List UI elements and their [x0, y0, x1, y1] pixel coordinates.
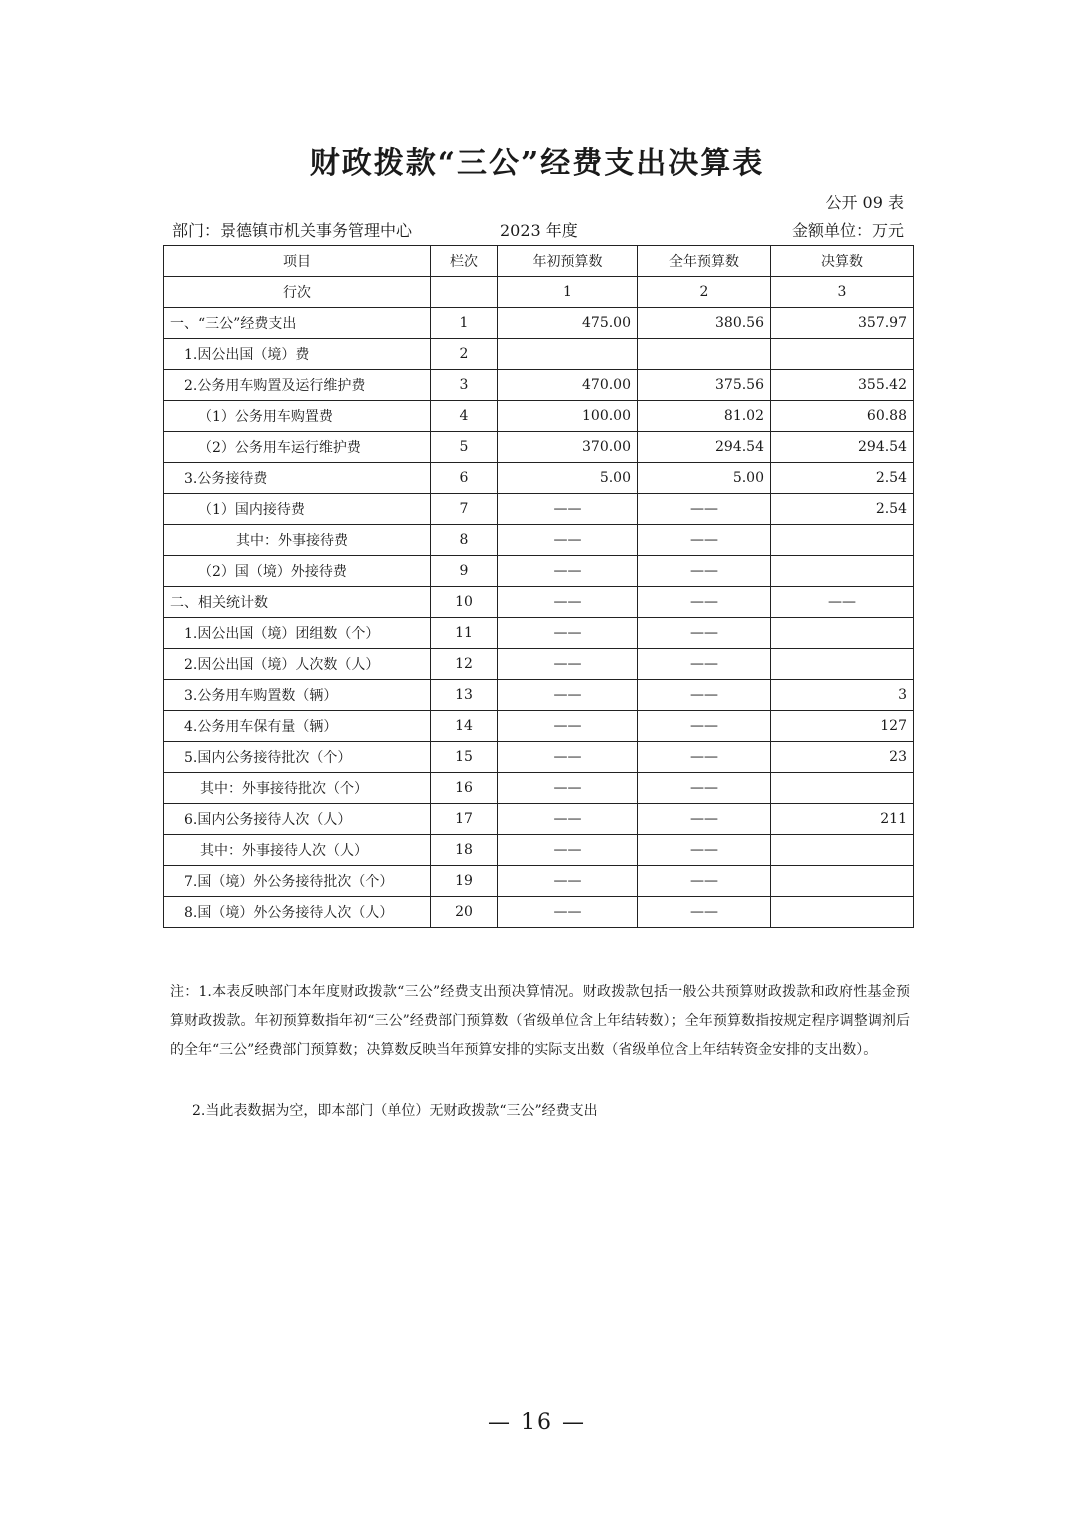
row-item-cell: 其中：外事接待费: [164, 525, 431, 556]
initial-budget-cell: 100.00: [498, 401, 638, 432]
row-item-cell: 6.国内公务接待人次（人）: [164, 804, 431, 835]
row-item-cell: 1.因公出国（境）费: [164, 339, 431, 370]
full-year-budget-cell: ——: [638, 773, 771, 804]
table-row: [164, 525, 914, 556]
page-title: 财政拨款“三公”经费支出决算表: [309, 146, 765, 181]
department-label: 部门：景德镇市机关事务管理中心: [172, 221, 413, 240]
final-account-cell: [771, 773, 914, 804]
table-row: [164, 804, 914, 835]
row-item-cell: 4.公务用车保有量（辆）: [164, 711, 431, 742]
row-number-cell: 10: [431, 587, 498, 618]
row-number-cell: 9: [431, 556, 498, 587]
row-number-cell: 4: [431, 401, 498, 432]
initial-budget-cell: 5.00: [498, 463, 638, 494]
row-item-cell: 3.公务接待费: [164, 463, 431, 494]
row-number-cell: 8: [431, 525, 498, 556]
initial-budget-cell: ——: [498, 680, 638, 711]
row-number-cell: 18: [431, 835, 498, 866]
row-number-cell: 12: [431, 649, 498, 680]
initial-budget-cell: ——: [498, 742, 638, 773]
row-item-cell: 5.国内公务接待批次（个）: [164, 742, 431, 773]
full-year-budget-cell: ——: [638, 711, 771, 742]
full-year-budget-cell: 380.56: [638, 308, 771, 339]
initial-budget-cell: 470.00: [498, 370, 638, 401]
row-item-cell: 1.因公出国（境）团组数（个）: [164, 618, 431, 649]
subheader-cell: 行次: [164, 277, 431, 308]
row-item-cell: 2.因公出国（境）人次数（人）: [164, 649, 431, 680]
full-year-budget-cell: 375.56: [638, 370, 771, 401]
row-number-cell: 13: [431, 680, 498, 711]
initial-budget-cell: ——: [498, 897, 638, 928]
table-subheader-row: [164, 277, 914, 308]
row-item-cell: 2.公务用车购置及运行维护费: [164, 370, 431, 401]
header-cell: 年初预算数: [498, 246, 638, 277]
final-account-cell: [771, 339, 914, 370]
row-item-cell: 二、相关统计数: [164, 587, 431, 618]
row-item-cell: 7.国（境）外公务接待批次（个）: [164, 866, 431, 897]
header-cell: 栏次: [431, 246, 498, 277]
table-note-1: 注：1.本表反映部门本年度财政拨款“三公”经费支出预决算情况。财政拨款包括一般公共预算财政拨款和政府性基金预算财政拨款。年初预算数指年初“三公”经费部门预算数（省级单位含上年结转数）；全年预算数指按规定程序调整调剂后的全年“三公”经费部门预算数；决算数反映当年预算安排的实际支出数（省级单位含上年结转资金安排的支出数）。: [170, 984, 910, 1058]
initial-budget-cell: 475.00: [498, 308, 638, 339]
row-item-cell: 3.公务用车购置数（辆）: [164, 680, 431, 711]
final-account-cell: [771, 835, 914, 866]
row-item-cell: 其中：外事接待人次（人）: [164, 835, 431, 866]
initial-budget-cell: ——: [498, 773, 638, 804]
header-cell: 项目: [164, 246, 431, 277]
full-year-budget-cell: ——: [638, 804, 771, 835]
initial-budget-cell: ——: [498, 587, 638, 618]
table-header-row: [164, 246, 914, 277]
row-number-cell: 5: [431, 432, 498, 463]
row-item-cell: 其中：外事接待批次（个）: [164, 773, 431, 804]
row-number-cell: 2: [431, 339, 498, 370]
table-row: [164, 897, 914, 928]
full-year-budget-cell: ——: [638, 618, 771, 649]
table-row: [164, 773, 914, 804]
table-row: [164, 463, 914, 494]
initial-budget-cell: ——: [498, 804, 638, 835]
table-row: [164, 866, 914, 897]
full-year-budget-cell: ——: [638, 866, 771, 897]
row-number-cell: 19: [431, 866, 498, 897]
page-number: — 16 —: [488, 1410, 586, 1435]
row-number-cell: 3: [431, 370, 498, 401]
initial-budget-cell: [498, 339, 638, 370]
final-account-cell: 60.88: [771, 401, 914, 432]
table-row: [164, 680, 914, 711]
table-row: [164, 587, 914, 618]
full-year-budget-cell: ——: [638, 587, 771, 618]
initial-budget-cell: 370.00: [498, 432, 638, 463]
full-year-budget-cell: ——: [638, 897, 771, 928]
table-row: [164, 339, 914, 370]
initial-budget-cell: ——: [498, 711, 638, 742]
row-item-cell: （2）国（境）外接待费: [164, 556, 431, 587]
final-account-cell: 355.42: [771, 370, 914, 401]
initial-budget-cell: ——: [498, 835, 638, 866]
row-number-cell: 17: [431, 804, 498, 835]
row-item-cell: （1）国内接待费: [164, 494, 431, 525]
row-number-cell: 14: [431, 711, 498, 742]
full-year-budget-cell: 5.00: [638, 463, 771, 494]
initial-budget-cell: ——: [498, 556, 638, 587]
unit-label: 金额单位：万元: [791, 221, 904, 240]
initial-budget-cell: ——: [498, 866, 638, 897]
full-year-budget-cell: 294.54: [638, 432, 771, 463]
full-year-budget-cell: ——: [638, 742, 771, 773]
year-label: 2023 年度: [500, 221, 578, 240]
full-year-budget-cell: ——: [638, 649, 771, 680]
full-year-budget-cell: [638, 339, 771, 370]
initial-budget-cell: ——: [498, 618, 638, 649]
table-row: [164, 711, 914, 742]
final-account-cell: 2.54: [771, 463, 914, 494]
initial-budget-cell: ——: [498, 494, 638, 525]
subheader-cell: [431, 277, 498, 308]
full-year-budget-cell: ——: [638, 680, 771, 711]
final-account-cell: [771, 556, 914, 587]
initial-budget-cell: ——: [498, 525, 638, 556]
header-cell: 全年预算数: [638, 246, 771, 277]
row-item-cell: 8.国（境）外公务接待人次（人）: [164, 897, 431, 928]
subheader-cell: 2: [638, 277, 771, 308]
form-code: 公开 09 表: [825, 193, 904, 212]
row-item-cell: 一、“三公”经费支出: [164, 308, 431, 339]
row-number-cell: 20: [431, 897, 498, 928]
row-number-cell: 7: [431, 494, 498, 525]
final-account-cell: [771, 618, 914, 649]
final-account-cell: 357.97: [771, 308, 914, 339]
final-account-cell: ——: [771, 587, 914, 618]
row-number-cell: 11: [431, 618, 498, 649]
table-row: [164, 742, 914, 773]
subheader-cell: 1: [498, 277, 638, 308]
final-account-cell: 127: [771, 711, 914, 742]
table-row: [164, 432, 914, 463]
table-row: [164, 835, 914, 866]
full-year-budget-cell: ——: [638, 835, 771, 866]
row-item-cell: （2）公务用车运行维护费: [164, 432, 431, 463]
expense-table: [163, 245, 914, 928]
final-account-cell: 3: [771, 680, 914, 711]
full-year-budget-cell: ——: [638, 556, 771, 587]
final-account-cell: 211: [771, 804, 914, 835]
full-year-budget-cell: ——: [638, 494, 771, 525]
table-row: [164, 308, 914, 339]
final-account-cell: 2.54: [771, 494, 914, 525]
table-row: [164, 649, 914, 680]
row-number-cell: 1: [431, 308, 498, 339]
subheader-cell: 3: [771, 277, 914, 308]
final-account-cell: 23: [771, 742, 914, 773]
final-account-cell: [771, 525, 914, 556]
final-account-cell: [771, 866, 914, 897]
table-row: [164, 556, 914, 587]
table-note-2: 2.当此表数据为空，即本部门（单位）无财政拨款“三公”经费支出: [192, 1103, 598, 1119]
full-year-budget-cell: ——: [638, 525, 771, 556]
table-row: [164, 618, 914, 649]
row-number-cell: 16: [431, 773, 498, 804]
final-account-cell: 294.54: [771, 432, 914, 463]
full-year-budget-cell: 81.02: [638, 401, 771, 432]
initial-budget-cell: ——: [498, 649, 638, 680]
row-number-cell: 15: [431, 742, 498, 773]
table-row: [164, 494, 914, 525]
final-account-cell: [771, 897, 914, 928]
table-row: [164, 370, 914, 401]
final-account-cell: [771, 649, 914, 680]
table-row: [164, 401, 914, 432]
row-item-cell: （1）公务用车购置费: [164, 401, 431, 432]
row-number-cell: 6: [431, 463, 498, 494]
header-cell: 决算数: [771, 246, 914, 277]
